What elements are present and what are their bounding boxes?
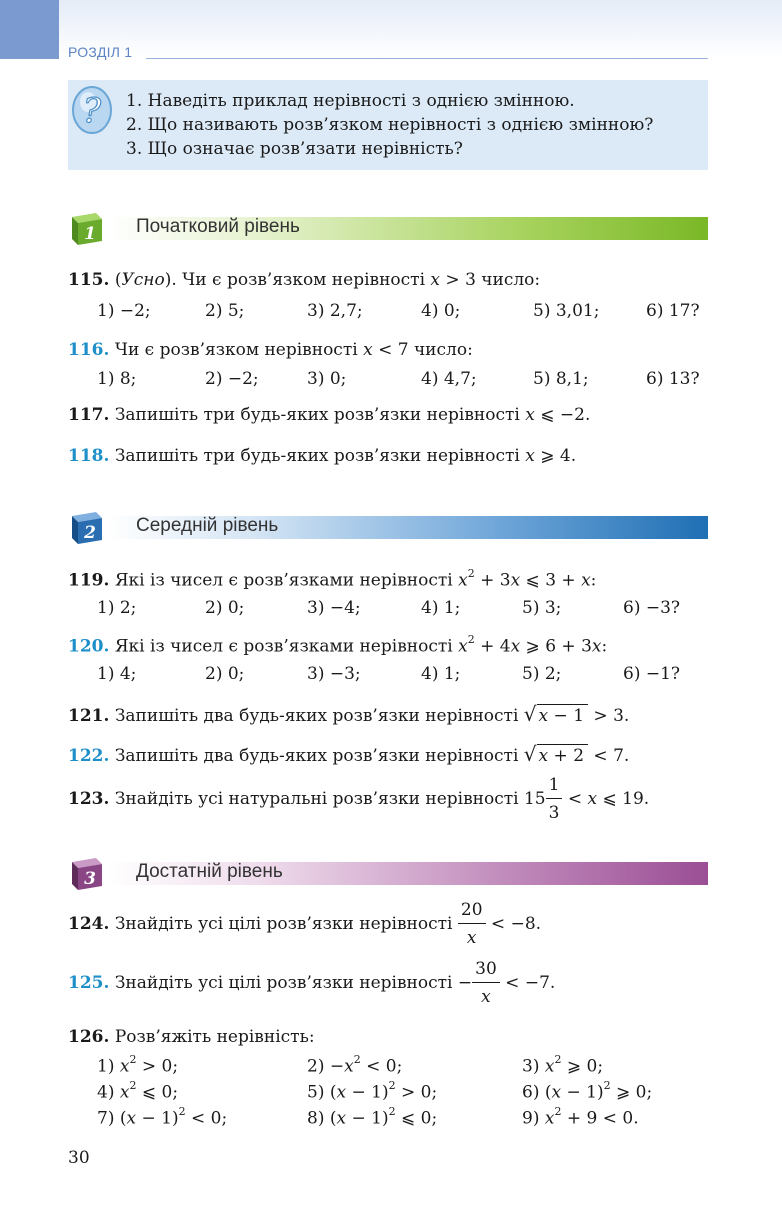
- option-115-3: 3) 2,7;: [307, 301, 363, 321]
- option-120-2: 2) 0;: [205, 664, 245, 684]
- option-116-6: 6) 13?: [646, 369, 700, 389]
- option-115-6: 6) 17?: [646, 301, 700, 321]
- problem-123: 123. Знайдіть усі натуральні розв’язки нерівності 15 $\frac{1}{3}$ < x ⩽ 19.: [68, 775, 650, 823]
- level-2-title: Середній рівень: [136, 515, 279, 536]
- level-1-cube-icon: [68, 211, 104, 246]
- option-120-6: 6) −1?: [623, 664, 681, 684]
- level-3-cube-icon: [68, 856, 104, 891]
- level-1-title: Початковий рівень: [136, 216, 300, 237]
- svg-text:?: ?: [82, 91, 102, 131]
- option-115-1: 1) −2;: [97, 301, 151, 321]
- option-120-5: 5) 2;: [522, 664, 562, 684]
- problem-117: 117. Запишіть три будь-яких розв’язки нерівності x ⩽ −2.: [68, 405, 591, 425]
- item-126-8: 8) $(x - 1)^2$ ⩽ 0;: [307, 1105, 438, 1129]
- option-119-5: 5) 3;: [522, 598, 562, 618]
- option-115-4: 4) 0;: [421, 301, 461, 321]
- level-1-header: [68, 211, 708, 246]
- item-126-6: 6) $(x - 1)^2$ ⩾ 0;: [522, 1079, 653, 1103]
- problem-118: 118. Запишіть три будь-яких розв’язки нерівності x ⩾ 4.: [68, 446, 577, 466]
- review-question-3: 3. Що означає розв’язати нерівність?: [126, 139, 463, 159]
- option-119-6: 6) −3?: [623, 598, 681, 618]
- question-mark-icon: [68, 84, 120, 140]
- item-126-9: 9) $x^2 + 9 < 0$.: [522, 1105, 639, 1129]
- level-2-header: [68, 510, 708, 545]
- problem-116: 116. Чи є розв’язком нерівності x < 7 число:: [68, 340, 473, 360]
- option-120-1: 1) 4;: [97, 664, 137, 684]
- section-rule: [146, 58, 708, 59]
- review-question-1: 1. Наведіть приклад нерівності з однією змінною.: [126, 91, 575, 111]
- problem-115: 115. (Усно). Чи є розв’язком нерівності x > 3 число:: [68, 270, 541, 290]
- svg-text:1: 1: [84, 224, 96, 244]
- item-126-2: $2) -x^2 < 0$;: [307, 1053, 403, 1077]
- page-number: 30: [68, 1148, 90, 1168]
- svg-text:2: 2: [84, 523, 96, 543]
- option-115-2: 2) 5;: [205, 301, 245, 321]
- problem-121: 121. Запишіть два будь-яких розв’язки нерівності √ x − 1 > 3.: [68, 702, 630, 726]
- level-3-title: Достатній рівень: [136, 861, 283, 882]
- option-116-4: 4) 4,7;: [421, 369, 477, 389]
- option-115-5: 5) 3,01;: [533, 301, 600, 321]
- problem-120: 120. Які із чисел є розв’язками нерівності $x^2 + 4x$ ⩾ 6 + 3x:: [68, 633, 608, 657]
- option-116-3: 3) 0;: [307, 369, 347, 389]
- level-2-cube-icon: [68, 510, 104, 545]
- item-126-4: 4) $x^2$ ⩽ 0;: [97, 1079, 179, 1103]
- corner-tab: [0, 0, 59, 59]
- item-126-3: 3) $x^2$ ⩾ 0;: [522, 1053, 604, 1077]
- option-116-1: 1) 8;: [97, 369, 137, 389]
- problem-122: 122. Запишіть два будь-яких розв’язки нерівності √ x + 2 < 7.: [68, 742, 630, 766]
- svg-text:3: 3: [84, 869, 96, 889]
- item-126-5: 5) $(x - 1)^2 > 0$;: [307, 1079, 438, 1103]
- item-126-1: 1) $x^2 > 0$;: [97, 1053, 179, 1077]
- option-120-3: 3) −3;: [307, 664, 361, 684]
- problem-119: 119. Які із чисел є розв’язками нерівності $x^2 + 3x$ ⩽ 3 + x:: [68, 567, 597, 591]
- option-119-1: 1) 2;: [97, 598, 137, 618]
- section-label: РОЗДІЛ 1: [68, 44, 133, 60]
- option-119-2: 2) 0;: [205, 598, 245, 618]
- problem-126: 126. Розв’яжіть нерівність:: [68, 1027, 315, 1047]
- level-3-header: [68, 856, 708, 891]
- option-116-2: 2) −2;: [205, 369, 259, 389]
- problem-124: 124. Знайдіть усі цілі розв’язки нерівності $\frac{20}{x}$ < −8.: [68, 900, 542, 948]
- review-question-2: 2. Що називають розв’язком нерівності з однією змінною?: [126, 115, 654, 135]
- problem-125: 125. Знайдіть усі цілі розв’язки нерівності − $\frac{30}{x}$ < −7.: [68, 959, 556, 1007]
- option-116-5: 5) 8,1;: [533, 369, 589, 389]
- item-126-7: 7) $(x - 1)^2 < 0$;: [97, 1105, 228, 1129]
- option-119-4: 4) 1;: [421, 598, 461, 618]
- review-questions-box: [68, 80, 708, 170]
- header-band: [59, 0, 782, 58]
- option-119-3: 3) −4;: [307, 598, 361, 618]
- option-120-4: 4) 1;: [421, 664, 461, 684]
- mixed-fraction: $\frac{1}{3}$: [546, 777, 563, 822]
